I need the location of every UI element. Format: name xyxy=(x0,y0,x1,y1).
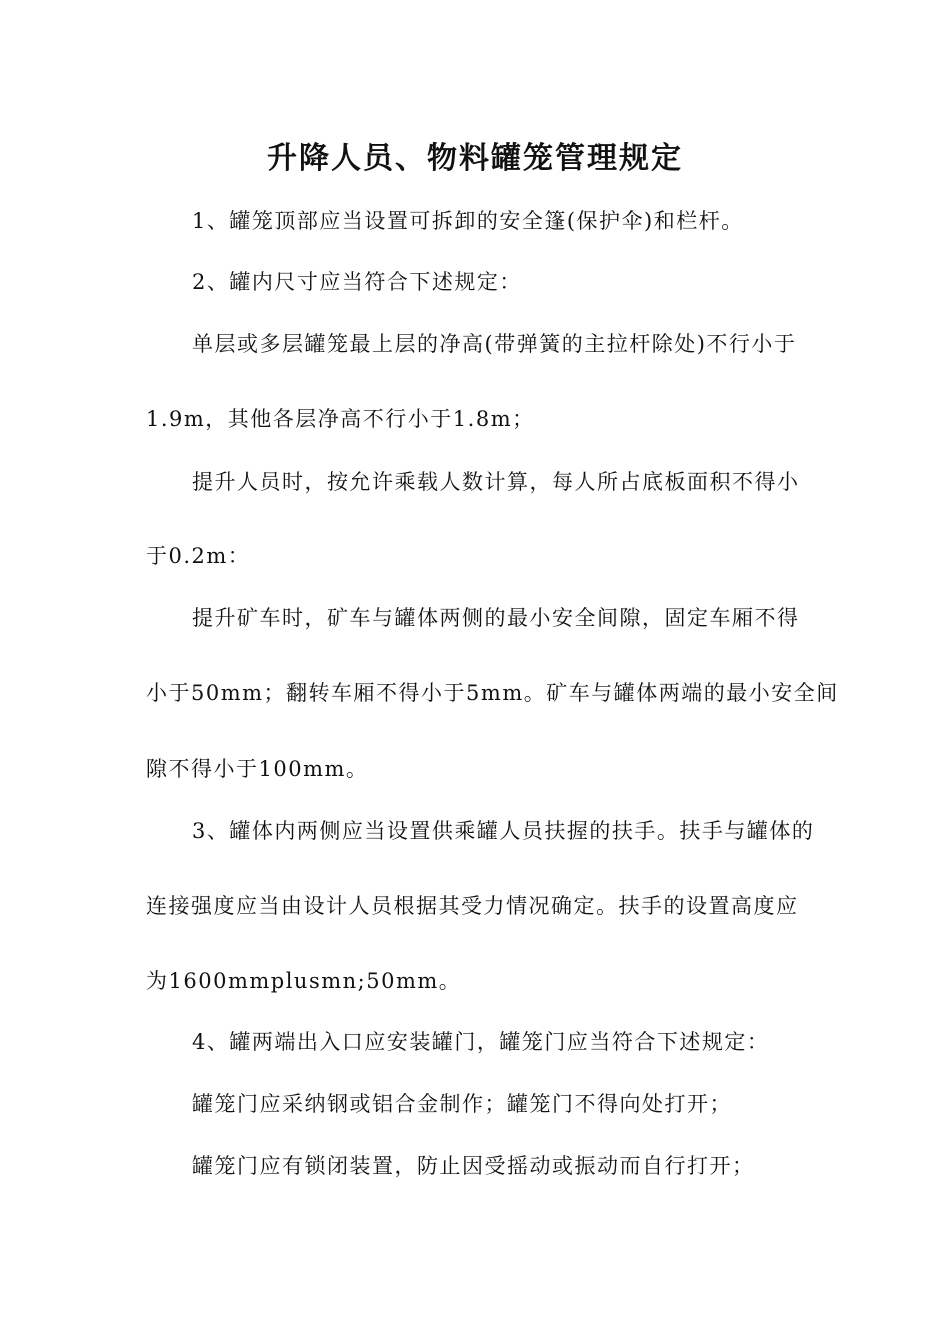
paragraph-line: 为1600mmplusmn;50mm。 xyxy=(146,969,462,993)
paragraph-line: 于0.2m： xyxy=(146,544,251,568)
paragraph-line: 2、罐内尺寸应当符合下述规定： xyxy=(192,270,522,294)
paragraph-line: 1、罐笼顶部应当设置可拆卸的安全篷(保护伞)和栏杆。 xyxy=(192,209,744,233)
paragraph-line: 连接强度应当由设计人员根据其受力情况确定。扶手的设置高度应 xyxy=(146,894,799,918)
paragraph-line: 1.9m，其他各层净高不行小于1.8m； xyxy=(146,407,535,431)
paragraph-line: 提升人员时，按允许乘载人数计算，每人所占底板面积不得小 xyxy=(192,470,800,494)
paragraph-line: 3、罐体内两侧应当设置供乘罐人员扶握的扶手。扶手与罐体的 xyxy=(192,819,815,843)
paragraph-line: 单层或多层罐笼最上层的净高(带弹簧的主拉杆除处)不行小于 xyxy=(192,332,797,356)
paragraph-line: 提升矿车时，矿车与罐体两侧的最小安全间隙，固定车厢不得 xyxy=(192,606,800,630)
paragraph-line: 罐笼门应有锁闭装置，防止因受摇动或振动而自行打开； xyxy=(192,1154,755,1178)
paragraph-line: 罐笼门应采纳钢或铝合金制作；罐笼门不得向处打开； xyxy=(192,1092,732,1116)
document-title: 升降人员、物料罐笼管理规定 xyxy=(267,141,683,176)
paragraph-line: 4、罐两端出入口应安装罐门，罐笼门应当符合下述规定： xyxy=(192,1030,770,1054)
paragraph-line: 小于50mm；翻转车厢不得小于5mm。矿车与罐体两端的最小安全间 xyxy=(146,681,839,705)
paragraph-line: 隙不得小于100mm。 xyxy=(146,757,369,781)
